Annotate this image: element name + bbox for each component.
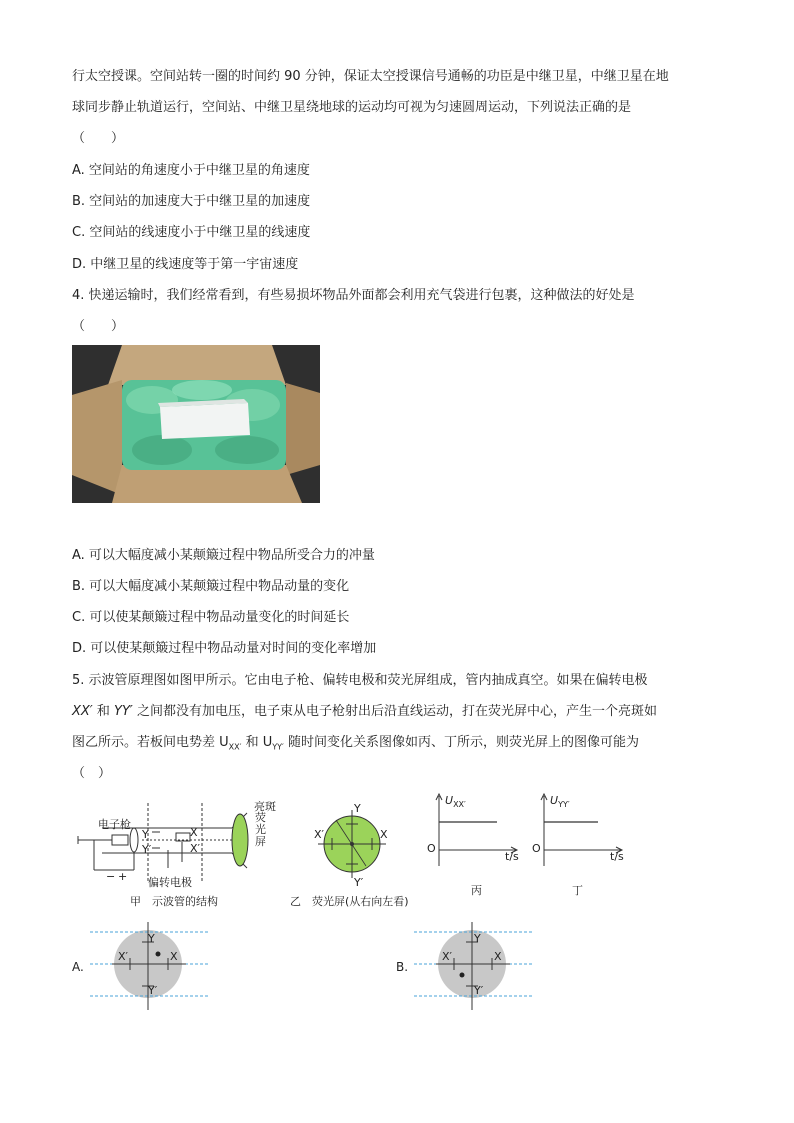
figure-bing-plot [425, 790, 525, 900]
b-xp: X′ [442, 950, 453, 963]
q3-stem-line2: 球同步静止轨道运行，空间站、中继卫星绕地球的运动均可视为匀速圆周运动，下列说法正确的是 [72, 100, 632, 115]
option-b-label: B. [396, 960, 409, 974]
a-y: Y [148, 932, 155, 945]
spot-label: 亮斑 [254, 800, 276, 813]
caption-ding: 丁 [572, 884, 583, 897]
q3-option-b: B. 空间站的加速度大于中继卫星的加速度 [72, 194, 311, 209]
jia-x: X [190, 826, 198, 839]
q4-option-a: A. 可以大幅度减小某颠簸过程中物品所受合力的冲量 [72, 548, 375, 563]
gun-label: 电子枪 [98, 818, 131, 831]
q4-option-b: B. 可以大幅度减小某颠簸过程中物品动量的变化 [72, 579, 350, 594]
q3-option-a: A. 空间站的角速度小于中继卫星的角速度 [72, 163, 310, 178]
caption-yi: 乙 荧光屏(从右向左看) [290, 895, 409, 908]
q4-stem: 4. 快递运输时，我们经常看到，有些易损坏物品外面都会利用充气袋进行包裹，这种做法的好处是 [72, 288, 635, 303]
option-b-screen [414, 918, 534, 1018]
yi-xp: X′ [314, 828, 325, 841]
q3-blank: （ ） [72, 131, 125, 146]
jia-y: Y [142, 828, 149, 841]
q4-option-d: D. 可以使某颠簸过程中物品动量对时间的变化率增加 [72, 641, 377, 656]
jia-minus: − [106, 870, 116, 883]
b-yp: Y′ [474, 984, 484, 997]
option-a-label: A. [72, 960, 84, 974]
ding-ylabel: $U_{YY'}$ [550, 794, 570, 810]
jia-yp: Y′ [142, 843, 152, 856]
q3-option-d: D. 中继卫星的线速度等于第一宇宙速度 [72, 257, 299, 272]
yi-yp: Y′ [354, 876, 364, 889]
caption-jia: 甲 示波管的结构 [130, 895, 218, 908]
package-photo [72, 345, 320, 503]
q4-option-c: C. 可以使某颠簸过程中物品动量变化的时间延长 [72, 610, 350, 625]
q4-blank: （ ） [72, 319, 125, 334]
q3-option-c: C. 空间站的线速度小于中继卫星的线速度 [72, 225, 311, 240]
yi-y: Y [354, 802, 361, 815]
b-y: Y [474, 932, 481, 945]
electrode-label: 偏转电极 [148, 876, 192, 889]
q5-stem-line3: 图乙所示。若板间电势差 $U_{XX'}$ 和 $U_{YY'}$ 随时间变化关系图像如丙、丁所示，则荧光屏上的图像可能为 [72, 735, 639, 752]
bing-origin: O [427, 842, 436, 855]
a-x: X [170, 950, 178, 963]
a-xp: X′ [118, 950, 129, 963]
q5-yy-label: YY′ [114, 704, 133, 719]
a-yp: Y′ [148, 984, 158, 997]
jia-plus: + [118, 870, 128, 883]
ding-origin: O [532, 842, 541, 855]
screen-label: 荧光屏 [255, 811, 266, 848]
q3-stem-line1: 行太空授课。空间站转一圈的时间约 90 分钟，保证太空授课信号通畅的功臣是中继卫星，中继卫星在地 [72, 69, 669, 84]
figure-jia-oscilloscope-tube [72, 798, 302, 908]
bing-ylabel: $U_{XX'}$ [445, 794, 466, 810]
caption-bing: 丙 [471, 884, 482, 897]
q5-xx-label: XX′ [72, 704, 93, 719]
bing-xlabel: t/s [505, 850, 519, 863]
ding-xlabel: t/s [610, 850, 624, 863]
q5-stem-line2: XX′ 和 YY′ 之间都没有加电压，电子束从电子枪射出后沿直线运动，打在荧光屏中心，产生一个亮斑如 [72, 704, 658, 719]
jia-xp: X′ [190, 842, 201, 855]
option-a-screen [90, 918, 210, 1018]
yi-x: X [380, 828, 388, 841]
b-x: X [494, 950, 502, 963]
q5-blank: （ ） [72, 766, 112, 781]
figure-yi-screen [290, 798, 426, 908]
figure-ding-plot [530, 790, 630, 900]
q5-stem-line1: 5. 示波管原理图如图甲所示。它由电子枪、偏转电极和荧光屏组成，管内抽成真空。如果在偏转电极 [72, 673, 648, 688]
